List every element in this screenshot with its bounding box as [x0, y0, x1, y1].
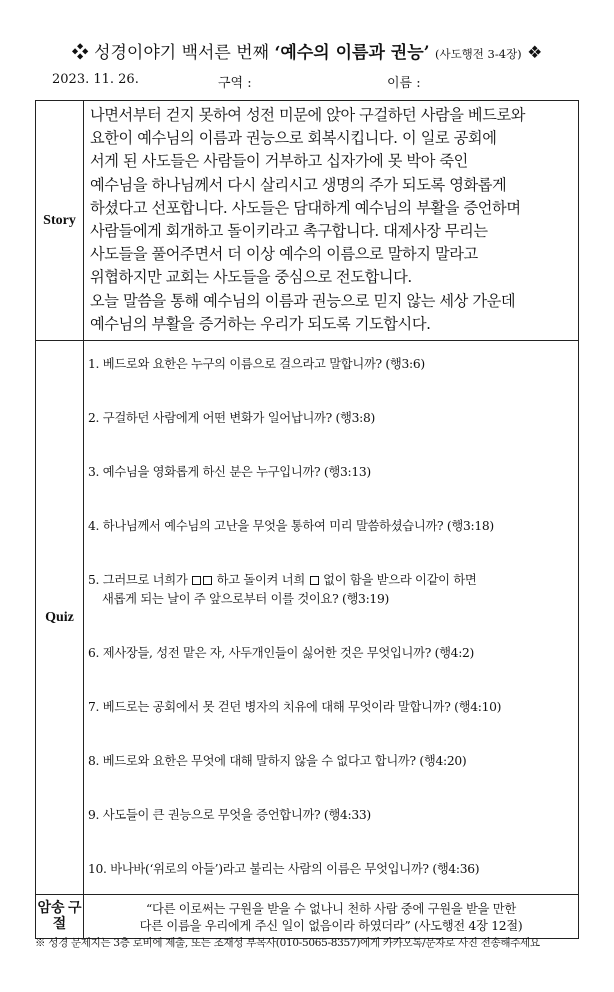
quiz-item: 3. 예수님을 영화롭게 하신 분은 누구입니까? (행3:13)	[88, 465, 371, 480]
title-main: ‘예수의 이름과 권능’	[274, 43, 430, 63]
story-line: 요한이 예수님의 이름과 권능으로 회복시킵니다. 이 일로 공회에	[90, 129, 497, 148]
quiz-item-5-part: 없이 함을 받으라 이같이 하면	[323, 573, 477, 588]
quiz-item-5	[88, 571, 578, 609]
worksheet-table	[35, 100, 579, 939]
blank-box	[192, 576, 201, 585]
name-field[interactable]: 이름 :	[387, 76, 421, 91]
quiz-item: 1. 베드로와 요한은 누구의 이름으로 걸으라고 말합니까? (행3:6)	[88, 357, 425, 372]
quiz-label: Quiz	[36, 341, 84, 895]
story-line: 하셨다고 선포합니다. 사도들은 담대하게 예수님의 부활을 증언하며	[90, 198, 521, 217]
quiz-item: 8. 베드로와 요한은 무엇에 대해 말하지 않을 수 없다고 합니까? (행4:20)	[88, 754, 467, 769]
story-line: 사람들에게 회개하고 돌이키라고 촉구합니다. 대제사장 무리는	[90, 222, 488, 241]
verse-label	[36, 895, 84, 939]
diamond-icon: ❖	[527, 43, 543, 63]
story-line: 위협하지만 교회는 사도들을 중심으로 전도합니다.	[90, 268, 412, 287]
quiz-item-5-line2: 새롭게 되는 날이 주 앞으로부터 이를 것이요? (행3:19)	[102, 592, 389, 607]
story-line: 예수님의 부활을 증거하는 우리가 되도록 기도합시다.	[90, 314, 431, 333]
story-label: Story	[36, 101, 84, 341]
quiz-item: 2. 구걸하던 사람에게 어떤 변화가 일어납니까? (행3:8)	[88, 411, 375, 426]
quiz-list	[84, 341, 579, 895]
verse-row	[36, 895, 579, 939]
quiz-item-5-part: 5. 그러므로 너희가	[88, 573, 188, 588]
blank-box	[203, 576, 212, 585]
footnote: ※ 성경 문제지는 3층 로비에 제출, 또는 조재성 부목사(010-5065-8357)에게 카카오톡/문자로 사진 전송해주세요	[35, 937, 540, 949]
story-line: 서게 된 사도들은 사람들이 거부하고 십자가에 못 박아 죽인	[90, 152, 468, 171]
quiz-item: 7. 베드로는 공회에서 못 걷던 병자의 치유에 대해 무엇이라 말합니까? (행4:10)	[88, 700, 502, 715]
story-line: 사도들을 풀어주면서 더 이상 예수의 이름으로 말하지 말라고	[90, 245, 478, 264]
blank-box	[310, 576, 319, 585]
story-line: 오늘 말씀을 통해 예수님의 이름과 권능으로 믿지 않는 세상 가운데	[90, 291, 516, 310]
quiz-item: 6. 제사장들, 성전 맡은 자, 사두개인들이 싫어한 것은 무엇입니까? (행4:2)	[88, 646, 475, 661]
quiz-row	[36, 341, 579, 895]
verse-line: “다른 이로써는 구원을 받을 수 없나니 천하 사람 중에 구원을 받을 만한	[146, 902, 516, 917]
story-text	[84, 101, 579, 341]
diamond-icon: ❖	[71, 43, 89, 63]
quiz-item: 4. 하나님께서 예수님의 고난을 무엇을 통하여 미리 말씀하셨습니까? (행3:18)	[88, 519, 494, 534]
story-line: 예수님을 하나님께서 다시 살리시고 생명의 주가 되도록 영화롭게	[90, 175, 507, 194]
story-row	[36, 101, 579, 341]
verse-label-text: 암송 구절	[37, 900, 82, 932]
verse-text	[84, 895, 579, 939]
worksheet-title	[0, 38, 614, 63]
quiz-item: 10. 바나바(‘위로의 아들’)라고 불리는 사람의 이름은 무엇입니까? (행4:36)	[88, 862, 480, 877]
district-field[interactable]: 구역 :	[218, 76, 252, 91]
title-prefix: 성경이야기 백서른 번째	[94, 43, 270, 63]
title-reference: (사도행전 3-4장)	[434, 47, 522, 61]
quiz-item: 9. 사도들이 큰 권능으로 무엇을 증언합니까? (행4:33)	[88, 808, 371, 823]
verse-line: 다른 이름을 우리에게 주신 일이 없음이라 하였더라” (사도행전 4장 12절)	[139, 919, 523, 934]
quiz-item-5-part: 하고 돌이켜 너희	[216, 573, 305, 588]
date: 2023. 11. 26.	[52, 72, 139, 87]
meta-row	[0, 72, 614, 92]
story-line: 나면서부터 걷지 못하여 성전 미문에 앉아 구걸하던 사람을 베드로와	[90, 106, 526, 124]
